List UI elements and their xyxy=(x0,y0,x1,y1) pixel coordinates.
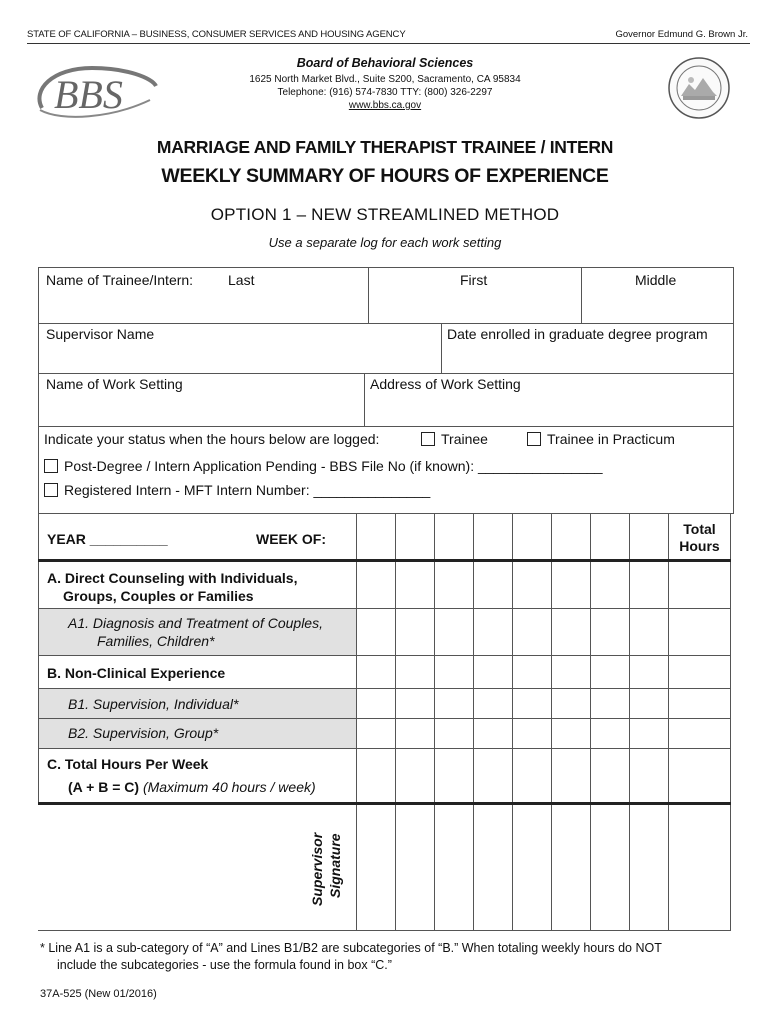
last-name-field[interactable] xyxy=(46,290,366,320)
bbs-logo-text: BBS xyxy=(54,72,123,117)
row-a1-label-cont: Families, Children* xyxy=(97,633,215,649)
divider xyxy=(590,514,591,931)
supervisor-signature-label xyxy=(306,826,352,914)
header-divider xyxy=(27,43,750,44)
year-label: YEAR __________ xyxy=(47,531,168,547)
post-degree-checkbox[interactable] xyxy=(44,459,58,473)
divider xyxy=(356,514,357,931)
date-enrolled-label: Date enrolled in graduate degree program xyxy=(447,326,708,342)
divider xyxy=(473,514,474,931)
divider xyxy=(512,514,513,931)
trainee-checkbox[interactable] xyxy=(421,432,435,446)
divider xyxy=(395,514,396,931)
trainee-practicum-option[interactable] xyxy=(527,431,675,447)
work-setting-name-field[interactable] xyxy=(46,394,361,424)
governor-header: Governor Edmund G. Brown Jr. xyxy=(615,29,748,40)
supervisor-name-label: Supervisor Name xyxy=(46,326,155,342)
board-name: Board of Behavioral Sciences xyxy=(296,56,474,70)
divider xyxy=(368,267,369,323)
post-degree-option[interactable] xyxy=(44,458,603,474)
divider xyxy=(730,514,731,931)
row-b1-label: B1. Supervision, Individual* xyxy=(68,696,239,712)
header-underline xyxy=(38,559,731,562)
row-a-label-cont: Groups, Couples or Families xyxy=(63,588,254,604)
footnote-line2: include the subcategories - use the formula found in box “C.” xyxy=(57,958,392,972)
middle-name-label: Middle xyxy=(635,272,677,288)
divider xyxy=(581,267,582,323)
divider xyxy=(434,514,435,931)
row-c-formula: (A + B = C) (Maximum 40 hours / week) xyxy=(68,779,316,795)
row-b-label: B. Non-Clinical Experience xyxy=(47,665,226,681)
work-setting-address-label: Address of Work Setting xyxy=(370,376,521,392)
divider xyxy=(38,930,731,931)
state-seal-icon xyxy=(667,56,731,120)
middle-name-field[interactable] xyxy=(585,290,730,320)
trainee-option[interactable] xyxy=(421,431,488,447)
board-address: 1625 North Market Blvd., Suite S200, Sacramento, CA 95834 xyxy=(249,74,521,85)
divider xyxy=(668,514,669,931)
divider xyxy=(364,373,365,426)
trainee-practicum-label: Trainee in Practicum xyxy=(547,431,675,447)
date-enrolled-field[interactable] xyxy=(447,344,730,370)
divider xyxy=(38,688,731,689)
form-option-title: OPTION 1 – NEW STREAMLINED METHOD xyxy=(210,205,560,224)
divider xyxy=(38,514,39,803)
divider xyxy=(38,655,731,656)
divider xyxy=(38,426,734,427)
row-c-label: C. Total Hours Per Week xyxy=(47,756,209,772)
registered-intern-option[interactable] xyxy=(44,482,430,498)
footnote-line1: * Line A1 is a sub-category of “A” and Lines B1/B2 are subcategories of “B.” When totaling weekly hours do NOT xyxy=(40,941,662,955)
trainee-name-label: Name of Trainee/Intern: xyxy=(46,272,194,288)
first-name-label: First xyxy=(460,272,488,288)
row-a-label: A. Direct Counseling with Individuals, xyxy=(47,570,298,586)
row-b2-label: B2. Supervision, Group* xyxy=(68,725,219,741)
last-name-label: Last xyxy=(228,272,255,288)
divider xyxy=(629,514,630,931)
divider xyxy=(38,373,734,374)
registered-intern-label: Registered Intern - MFT Intern Number: _______________ xyxy=(64,482,431,498)
divider xyxy=(38,323,734,324)
work-setting-name-label: Name of Work Setting xyxy=(46,376,183,392)
divider xyxy=(38,718,731,719)
form-instruction: Use a separate log for each work setting xyxy=(268,235,502,250)
post-degree-label: Post-Degree / Intern Application Pending - BBS File No (if known): ________________ xyxy=(64,458,603,474)
divider xyxy=(38,608,731,609)
total-hours-header: Total Hours xyxy=(679,521,720,554)
work-setting-address-field[interactable] xyxy=(370,394,730,424)
week-of-label: WEEK OF: xyxy=(256,531,326,547)
divider xyxy=(441,323,442,373)
signature-label-line1: Supervisor xyxy=(309,832,325,906)
first-name-field[interactable] xyxy=(372,290,577,320)
total-row-underline xyxy=(38,802,731,805)
signature-label-line2: Signature xyxy=(327,833,343,898)
registered-intern-checkbox[interactable] xyxy=(44,483,58,497)
form-title-line1: MARRIAGE AND FAMILY THERAPIST TRAINEE / INTERN xyxy=(156,137,614,157)
form-number: 37A-525 (New 01/2016) xyxy=(40,988,157,1000)
row-a1-label: A1. Diagnosis and Treatment of Couples, xyxy=(68,615,323,631)
supervisor-name-field[interactable] xyxy=(46,344,436,370)
status-prompt: Indicate your status when the hours below are logged: xyxy=(44,431,380,447)
agency-header: STATE OF CALIFORNIA – BUSINESS, CONSUMER SERVICES AND HOUSING AGENCY xyxy=(27,29,406,40)
board-website[interactable]: www.bbs.ca.gov xyxy=(348,100,422,111)
form-title-line2: WEEKLY SUMMARY OF HOURS OF EXPERIENCE xyxy=(161,165,609,187)
divider xyxy=(551,514,552,931)
divider xyxy=(38,748,731,749)
board-phone: Telephone: (916) 574-7830 TTY: (800) 326-2297 xyxy=(277,87,493,98)
trainee-practicum-checkbox[interactable] xyxy=(527,432,541,446)
trainee-label: Trainee xyxy=(441,431,488,447)
